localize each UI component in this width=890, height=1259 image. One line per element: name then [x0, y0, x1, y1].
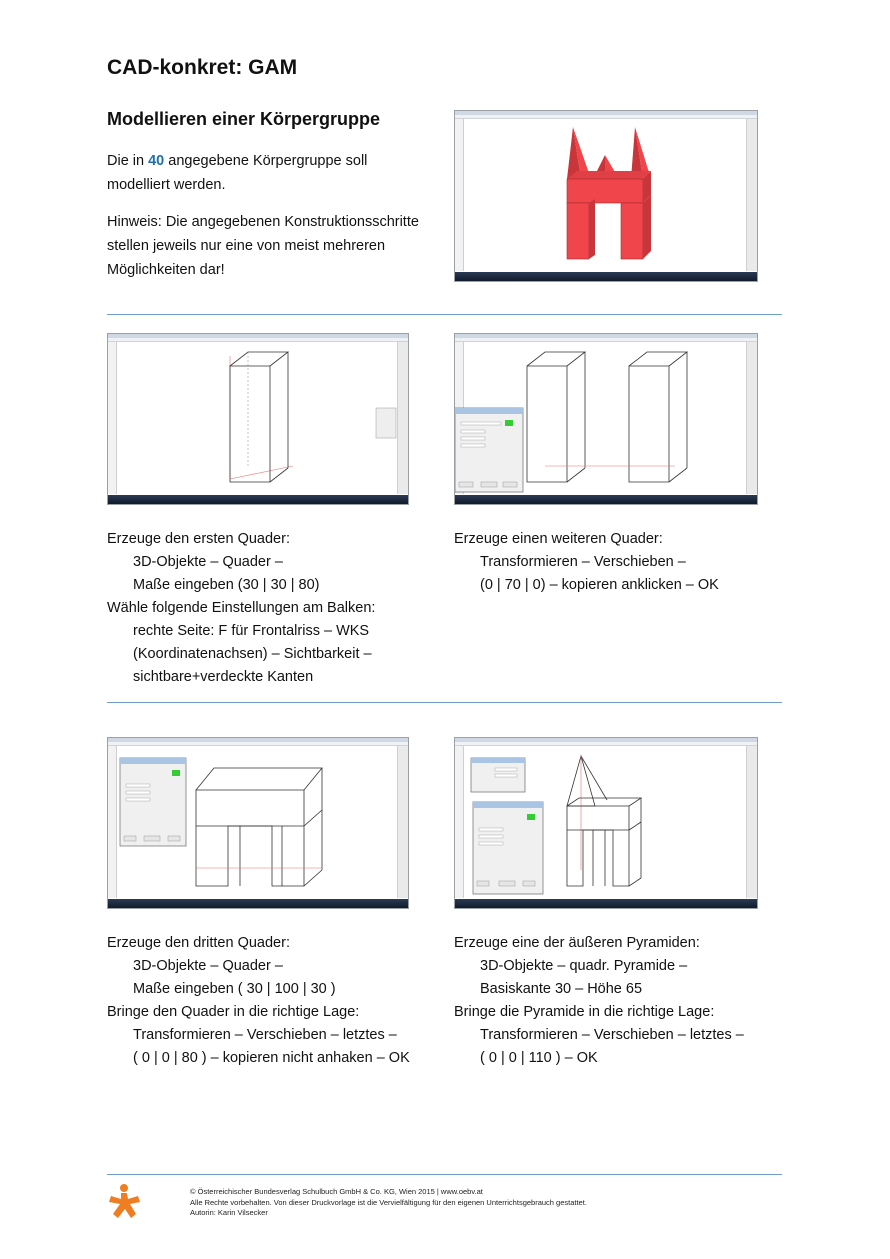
footer-divider	[107, 1174, 782, 1175]
step-2-text	[454, 528, 784, 597]
screenshot-final-model	[454, 110, 758, 282]
step-line: Bringe den Quader in die richtige Lage:	[107, 1004, 360, 1020]
step-line: Wähle folgende Einstellungen am Balken:	[107, 600, 376, 616]
step-line: ( 0 | 0 | 110 ) – OK	[480, 1050, 598, 1066]
screenshot-third-cuboid	[107, 737, 409, 909]
step-line: Bringe die Pyramide in die richtige Lage:	[454, 1004, 715, 1020]
step-line: Erzeuge den ersten Quader:	[107, 531, 290, 547]
step-1-text	[107, 528, 447, 689]
pyramid-figure	[455, 738, 757, 908]
hint-paragraph	[107, 210, 437, 282]
step-line: Erzeuge den dritten Quader:	[107, 935, 290, 951]
intro-text-b: angegebene Körpergruppe soll	[164, 153, 368, 169]
intro-text-a: Die in	[107, 153, 149, 169]
footer-line-2: Alle Rechte vorbehalten. Von dieser Druckvorlage ist die Vervielfältigung für den eigenen Unterrichtsgebrauch gestattet.	[190, 1197, 587, 1207]
publisher-logo-icon	[106, 1182, 144, 1222]
footer-line-3: Autorin: Karin Vilsecker	[190, 1208, 268, 1217]
screenshot-second-cuboid	[454, 333, 758, 505]
hint-line-1: Hinweis: Die angegebenen Konstruktionsschritte	[107, 214, 419, 230]
step-3-text	[107, 932, 447, 1070]
hint-line-3: Möglichkeiten dar!	[107, 262, 225, 278]
step-line: 3D-Objekte – Quader –	[133, 958, 283, 974]
step-line: Transformieren – Verschieben – letztes –	[480, 1027, 744, 1043]
footer-line-1: © Österreichischer Bundesverlag Schulbuch GmbH & Co. KG, Wien 2015 | www.oebv.at	[190, 1187, 483, 1196]
step-line: Erzeuge eine der äußeren Pyramiden:	[454, 935, 700, 951]
divider-2	[107, 702, 782, 703]
second-cuboid-figure	[455, 334, 757, 504]
step-line: Basiskante 30 – Höhe 65	[480, 981, 643, 997]
document-title: CAD-konkret: GAM	[107, 56, 298, 79]
red-building-figure	[455, 111, 757, 281]
step-line: 3D-Objekte – Quader –	[133, 554, 283, 570]
step-line: Maße eingeben ( 30 | 100 | 30 )	[133, 981, 336, 997]
intro-text-c: modelliert werden.	[107, 177, 226, 193]
intro-paragraph	[107, 149, 437, 197]
step-line: Transformieren – Verschieben –	[480, 554, 686, 570]
hint-line-2: stellen jeweils nur eine von meist mehreren	[107, 238, 386, 254]
step-4-text	[454, 932, 784, 1070]
section-title: Modellieren einer Körpergruppe	[107, 109, 381, 129]
step-line: Erzeuge einen weiteren Quader:	[454, 531, 663, 547]
first-cuboid-figure	[108, 334, 408, 504]
step-line: ( 0 | 0 | 80 ) – kopieren nicht anhaken – OK	[133, 1050, 410, 1066]
figure-reference: 40	[148, 153, 165, 169]
step-line: sichtbare+verdeckte Kanten	[133, 669, 314, 685]
screenshot-first-cuboid	[107, 333, 409, 505]
step-line: (0 | 70 | 0) – kopieren anklicken – OK	[480, 577, 719, 593]
step-line: rechte Seite: F für Frontalriss – WKS	[133, 623, 370, 639]
footer-copyright	[190, 1187, 587, 1219]
screenshot-pyramid	[454, 737, 758, 909]
step-line: Maße eingeben (30 | 30 | 80)	[133, 577, 320, 593]
step-line: Transformieren – Verschieben – letztes –	[133, 1027, 397, 1043]
third-cuboid-figure	[108, 738, 408, 908]
step-line: (Koordinatenachsen) – Sichtbarkeit –	[133, 646, 372, 662]
divider-1	[107, 314, 782, 315]
step-line: 3D-Objekte – quadr. Pyramide –	[480, 958, 688, 974]
